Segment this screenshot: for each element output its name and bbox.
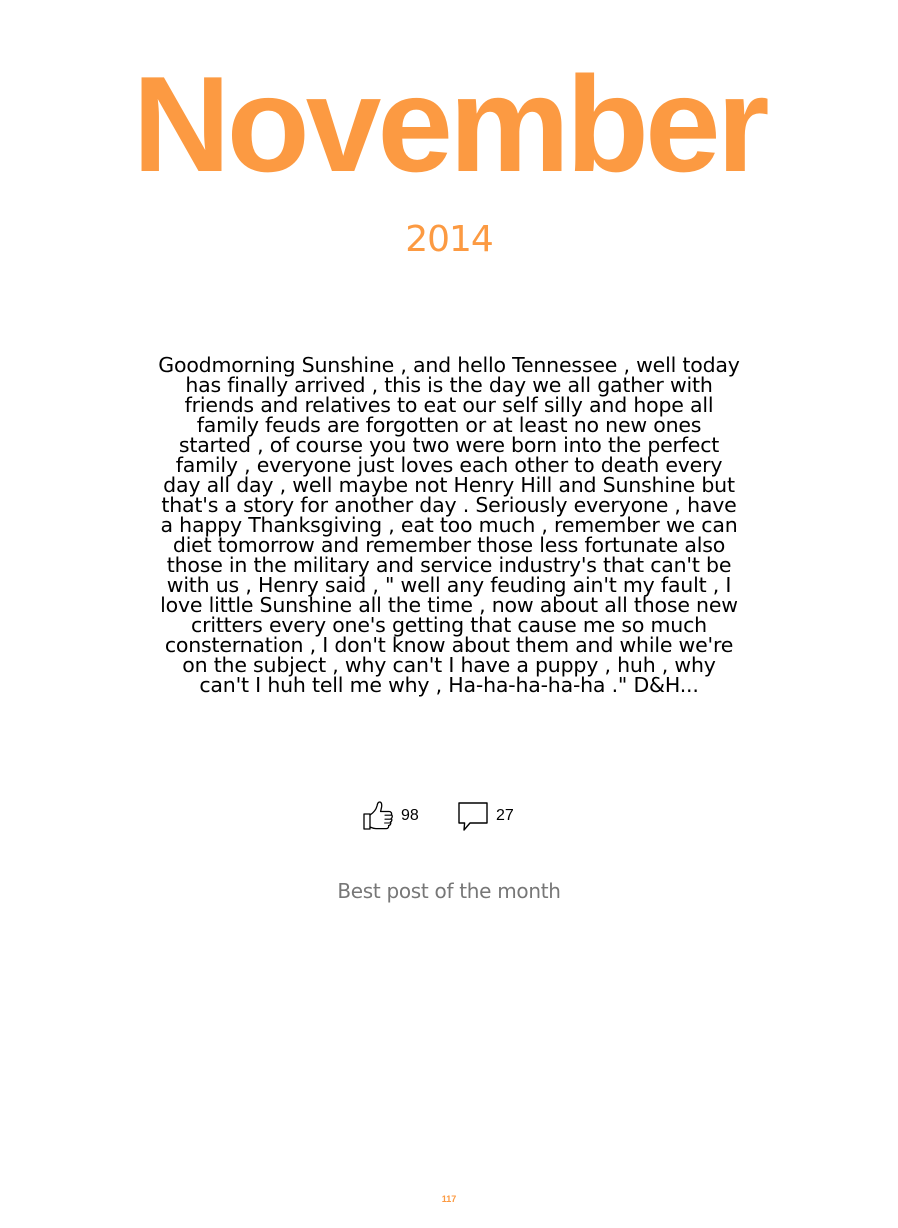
year-label: 2014	[405, 219, 493, 260]
comments-count: 27	[496, 807, 514, 824]
page-number: 117	[441, 1194, 457, 1204]
month-title: November	[132, 48, 766, 200]
thumbs-up-icon	[361, 799, 395, 833]
post-stats	[0, 798, 898, 834]
likes-count: 98	[401, 807, 419, 824]
comments-stat	[456, 798, 514, 834]
speech-bubble-icon	[456, 799, 490, 833]
likes-stat	[361, 798, 419, 834]
post-text: Goodmorning Sunshine , and hello Tennessee , well today has finally arrived , this is the day we all gather with friends and relatives to eat our self silly and hope all family feuds are forgotten or at least no new ones started , of course you two were born into the perfect family , everyone just loves each other to death every day all day , well maybe not Henry Hill and Sunshine but that's a story for another day . Seriously everyone , have a happy Thanksgiving , eat too much , remember we can diet tomorrow and remember those less fortunate also those in the military and service industry's that can't be with us , Henry said , " well any feuding ain't my fault , I love little Sunshine all the time , now about all those new critters every one's getting that cause me so much consternation , I don't know about them and while we're on the subject , why can't I have a puppy , huh , why can't I huh tell me why , Ha-ha-ha-ha-ha ." D&H...	[158, 353, 740, 697]
best-post-label: Best post of the month	[337, 879, 561, 903]
